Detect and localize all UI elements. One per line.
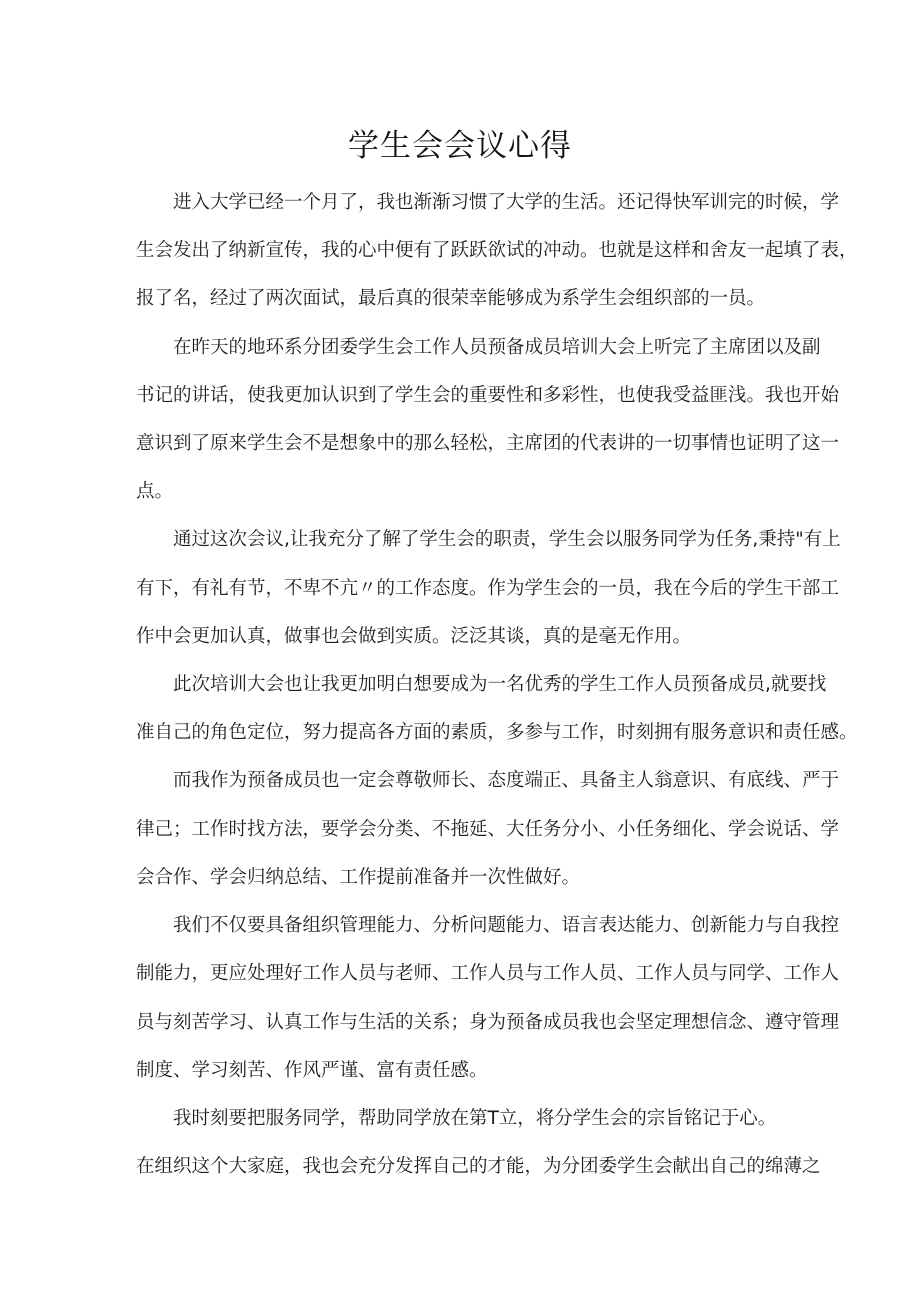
text-line: 员与刻苦学习、认真工作与生活的关系；身为预备成员我也会坚定理想信念、遵守管理	[136, 1012, 840, 1033]
text-line: 准自己的角色定位，努力提高各方面的素质，多参与工作，时刻拥有服务意识和责任感。	[136, 722, 858, 743]
text-line: 点。	[136, 481, 174, 502]
text-line: 意识到了原来学生会不是想象中的那么轻松，主席团的代表讲的一切事情也证明了这一	[136, 433, 840, 454]
text-line: 作中会更加认真，做事也会做到实质。泛泛其谈，真的是毫无作用。	[136, 626, 692, 647]
text-line: 书记的讲话，使我更加认识到了学生会的重要性和多彩性，也使我受益匪浅。我也开始	[136, 385, 840, 406]
text-line: 制能力，更应处理好工作人员与老师、工作人员与工作人员、工作人员与同学、工作人	[136, 963, 840, 984]
text-line: 制度、学习刻苦、作风严谨、富有责任感。	[136, 1060, 488, 1081]
text-line: 此次培训大会也让我更加明白想要成为一名优秀的学生工作人员预备成员,就要找	[173, 674, 827, 695]
text-line: 我们不仅要具备组织管理能力、分析问题能力、语言表达能力、创新能力与自我控	[173, 915, 840, 936]
text-line: 生会发出了纳新宣传，我的心中便有了跃跃欲试的冲动。也就是这样和舍友一起填了表，	[136, 240, 858, 261]
text-line: 通过这次会议,让我充分了解了学生会的职责，学生会以服务同学为任务,秉持"有上	[173, 529, 841, 550]
text-line: 会合作、学会归纳总结、工作提前准备并一次性做好。	[136, 867, 581, 888]
text-line: 律己；工作时找方法，要学会分类、不拖延、大任务分小、小任务细化、学会说话、学	[136, 819, 840, 840]
text-line: 在昨天的地环系分团委学生会工作人员预备成员培训大会上听完了主席团以及副	[173, 337, 821, 358]
text-line: 有下，有礼有节，不卑不亢〃的工作态度。作为学生会的一员，我在今后的学生干部工	[136, 578, 840, 599]
text-line: 报了名，经过了两次面试，最后真的很荣幸能够成为系学生会组织部的一员。	[136, 288, 766, 309]
text-line: 进入大学已经一个月了，我也渐渐习惯了大学的生活。还记得快军训完的时候，学	[173, 192, 840, 213]
text-line: 我时刻要把服务同学，帮助同学放在第T立，将分学生会的宗旨铭记于心。	[173, 1108, 777, 1129]
text-line: 而我作为预备成员也一定会尊敬师长、态度端正、具备主人翁意识、有底线、严于	[173, 770, 840, 791]
document-title: 学生会会议心得	[348, 128, 572, 164]
text-line: 在组织这个大家庭，我也会充分发挥自己的才能，为分团委学生会献出自己的绵薄之	[136, 1156, 821, 1177]
